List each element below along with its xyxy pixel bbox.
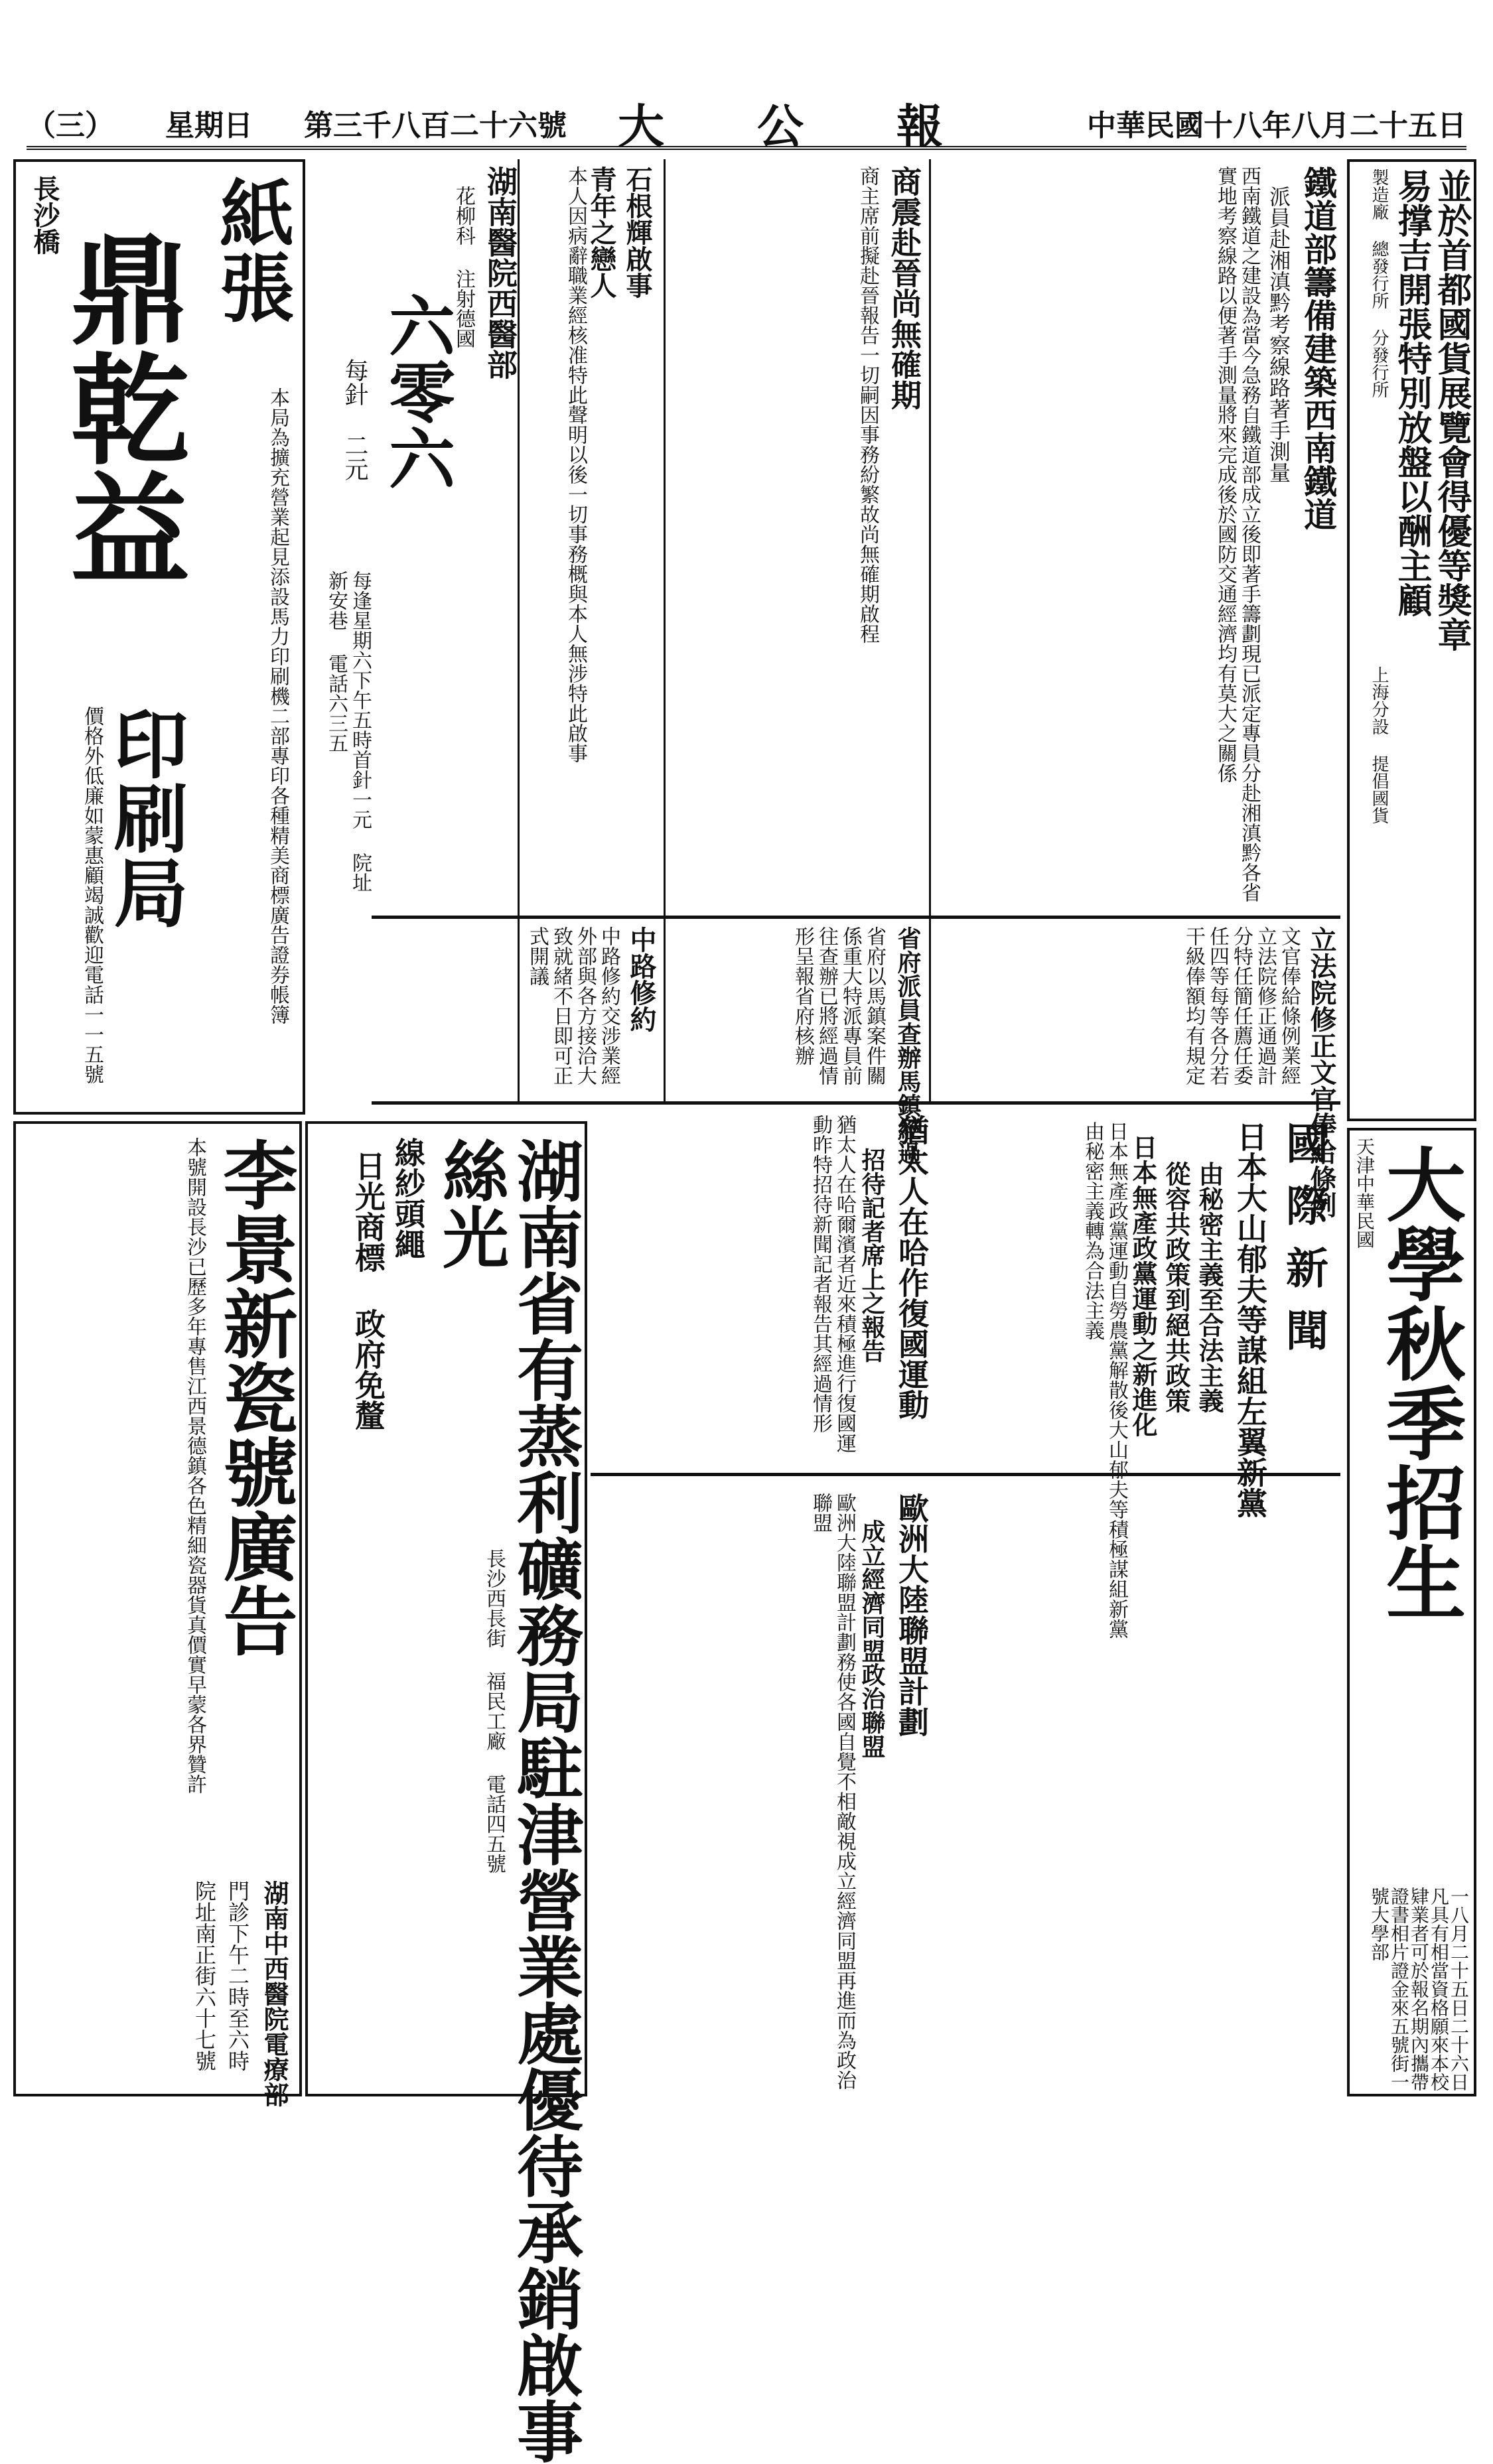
europe-article	[591, 1479, 936, 2096]
salary-article	[936, 922, 1340, 1218]
middle-road-body: 中路修約交涉業經外部與各方接洽大致就緒不日即可正式開議	[526, 926, 620, 1085]
expo-ad	[1347, 159, 1476, 1121]
europe-article-subheading: 成立經濟同盟政治聯盟	[858, 1519, 886, 1758]
hospital-ad	[305, 159, 524, 909]
youth-notice-heading: 石根輝啟事	[622, 166, 653, 299]
hospital-ad-price: 每針 二元	[341, 358, 368, 481]
expo-ad-branch: 上海分設 提倡國貨	[1369, 666, 1389, 824]
mining-bureau-ad	[305, 1121, 587, 2464]
column-divider-2	[664, 159, 666, 1101]
ma-town-body: 省府以馬鎮案件關係重大特派專員前往查辦已將經過情形呈報省府核辦	[791, 926, 886, 1085]
railway-article-body: 西南鐵道之建設為當今急務自鐵道部成立後即著手籌劃現已派定專員分赴湘滇黔各省實地考察線路以便著手測量將來完成後於國防交通經濟均有莫大之關係	[1214, 166, 1261, 902]
hospital-ad-subheading: 花柳科 注射德國	[452, 186, 475, 348]
silk-ad-title: 絲光	[431, 1137, 510, 1270]
shang-zhen-heading: 商震赴晉尚無確期	[887, 166, 922, 410]
jewish-article-subheading: 招待記者席上之報告	[858, 1148, 886, 1363]
printing-ad-press: 印刷局	[102, 706, 188, 929]
masthead	[27, 98, 1466, 154]
printing-bureau-ad	[13, 159, 305, 1115]
japan-article-subheading-3: 日本無產政黨運動之新進化	[1128, 1134, 1158, 1437]
printing-ad-paper: 紙張	[208, 175, 295, 324]
masthead-weekday: 星期日	[165, 109, 253, 143]
europe-article-heading: 歐洲大陸聯盟計劃	[894, 1493, 930, 1737]
electro-clinic-hours: 門診下午二時至六時	[225, 1880, 250, 2071]
mining-ad-title: 湖南省有蒸利礦務局駐津營業處優待承銷啟事	[506, 1137, 584, 2464]
tianjin-ad-text: 一八月二十五日二十六日凡具有相當資格願來本校肄業者可於報名期內攜帶證書相片證金來五號街一號大學部	[1368, 1887, 1470, 2091]
silk-ad-address: 長沙西長街 福民工廠 電話四五號	[482, 1548, 506, 1874]
middle-road-article	[372, 922, 660, 1095]
jewish-article	[591, 1108, 936, 1466]
intl-news-title: 國際新聞	[1279, 1121, 1328, 1371]
youth-notice	[528, 159, 660, 909]
masthead-date: 中華民國十八年八月二十五日	[1087, 109, 1466, 143]
ma-town-heading: 省府派員查辦馬鎮經過	[894, 926, 922, 1165]
japan-article-heading: 日本大山郁夫等謀組左翼新黨	[1232, 1121, 1268, 1518]
shang-zhen-article	[667, 159, 926, 909]
printing-ad-text: 本局為擴充營業起見添設馬力印刷機二部專印各種精美商標廣告證券帳簿	[266, 387, 289, 1024]
silk-ad-product: 線紗頭繩	[390, 1137, 426, 1259]
salary-article-body: 文官俸給條例業經立法院修正通過計分特任簡任薦任委任四等每等各分若干級俸額均有規定	[1182, 926, 1301, 1085]
ma-town-article	[667, 922, 926, 1165]
expo-ad-detail: 製造廠 總發行所 分發行所	[1369, 169, 1389, 398]
europe-article-body: 歐洲大陸聯盟計劃務使各國自覺不相敵視成立經濟同盟再進而為政治聯盟	[809, 1493, 856, 2090]
expo-ad-subtitle: 易撑吉開張特別放盤以酬主顧	[1391, 169, 1432, 617]
section-divider-top	[372, 916, 1340, 919]
porcelain-ad-text: 本號開設長沙已歷多年專售江西景德鎮各色精細瓷器貨真價實早蒙各界贊許	[183, 1137, 206, 1794]
shang-zhen-body: 商主席前擬赴晉報告一切嗣因事務紛繁故尚無確期啟程	[856, 166, 879, 644]
youth-notice-title: 青年之戀人	[586, 166, 617, 299]
tianjin-university-ad	[1347, 1128, 1476, 2096]
porcelain-ad-title: 李景新瓷號廣告	[211, 1137, 298, 1657]
intl-news-section	[942, 1108, 1340, 2096]
hospital-ad-note: 每逢星期六下午五時首針一元 院址新安巷 電話六三五	[324, 571, 372, 892]
tianjin-ad-title: 大學秋季招生	[1373, 1144, 1466, 1621]
hospital-ad-big-text: 六零六	[378, 292, 456, 491]
electro-clinic-heading: 湖南中西醫院電療部	[259, 1880, 289, 2107]
youth-notice-body: 本人因病辭職業經核准特此聲明以後一切事務概與本人無涉特此啟事	[564, 166, 587, 763]
masthead-paper-title: 大公報	[618, 98, 1036, 154]
masthead-issue: 第三千八百二十六號	[304, 109, 567, 143]
railway-article	[936, 159, 1340, 909]
printing-ad-note: 價格外低廉如蒙惠顧竭誠歡迎電話一一五號	[80, 706, 104, 1084]
expo-ad-title: 並於首都國貨展覽會得優等獎章	[1431, 169, 1472, 651]
jewish-article-body: 猶太人在哈爾濱者近來積極進行復國運動昨特招待新聞記者報告其經過情形	[809, 1115, 856, 1453]
section-divider-middle	[372, 1101, 1340, 1105]
jewish-article-heading: 猶太人在哈作復國運動	[894, 1115, 930, 1420]
masthead-page-number: （三）	[27, 109, 114, 143]
middle-road-heading: 中路修約	[626, 926, 657, 1032]
silk-ad-brand: 日光商標 政府免釐	[350, 1150, 386, 1430]
column-divider-1	[929, 159, 931, 1101]
electro-clinic-address: 院址南正街六十七號	[192, 1880, 217, 2071]
japan-article-subheading-2: 從容共政策到絕共政策	[1161, 1161, 1191, 1413]
hospital-ad-heading: 湖南醫院西醫部	[482, 166, 518, 379]
salary-article-heading: 立法院修正文官俸給條例	[1306, 926, 1337, 1218]
railway-article-subheading: 派員赴湘滇黔考察線路著手測量	[1266, 186, 1291, 483]
railway-article-heading: 鐵道部籌備建築西南鐵道	[1299, 166, 1338, 531]
japan-article-subheading-1: 由秘密主義至合法主義	[1194, 1161, 1224, 1413]
printing-ad-name: 鼎乾益	[50, 228, 190, 586]
printing-ad-location: 長沙橋	[29, 175, 60, 255]
porcelain-ad	[13, 1121, 302, 2107]
tianjin-ad-head: 天津中華民國	[1354, 1137, 1376, 1249]
japan-article-body: 日本無產政黨運動自勞農黨解散後大山郁夫等積極謀組新黨由秘密主義轉為合法主義	[1081, 1121, 1128, 1639]
section-divider-bottom	[591, 1473, 1340, 1476]
